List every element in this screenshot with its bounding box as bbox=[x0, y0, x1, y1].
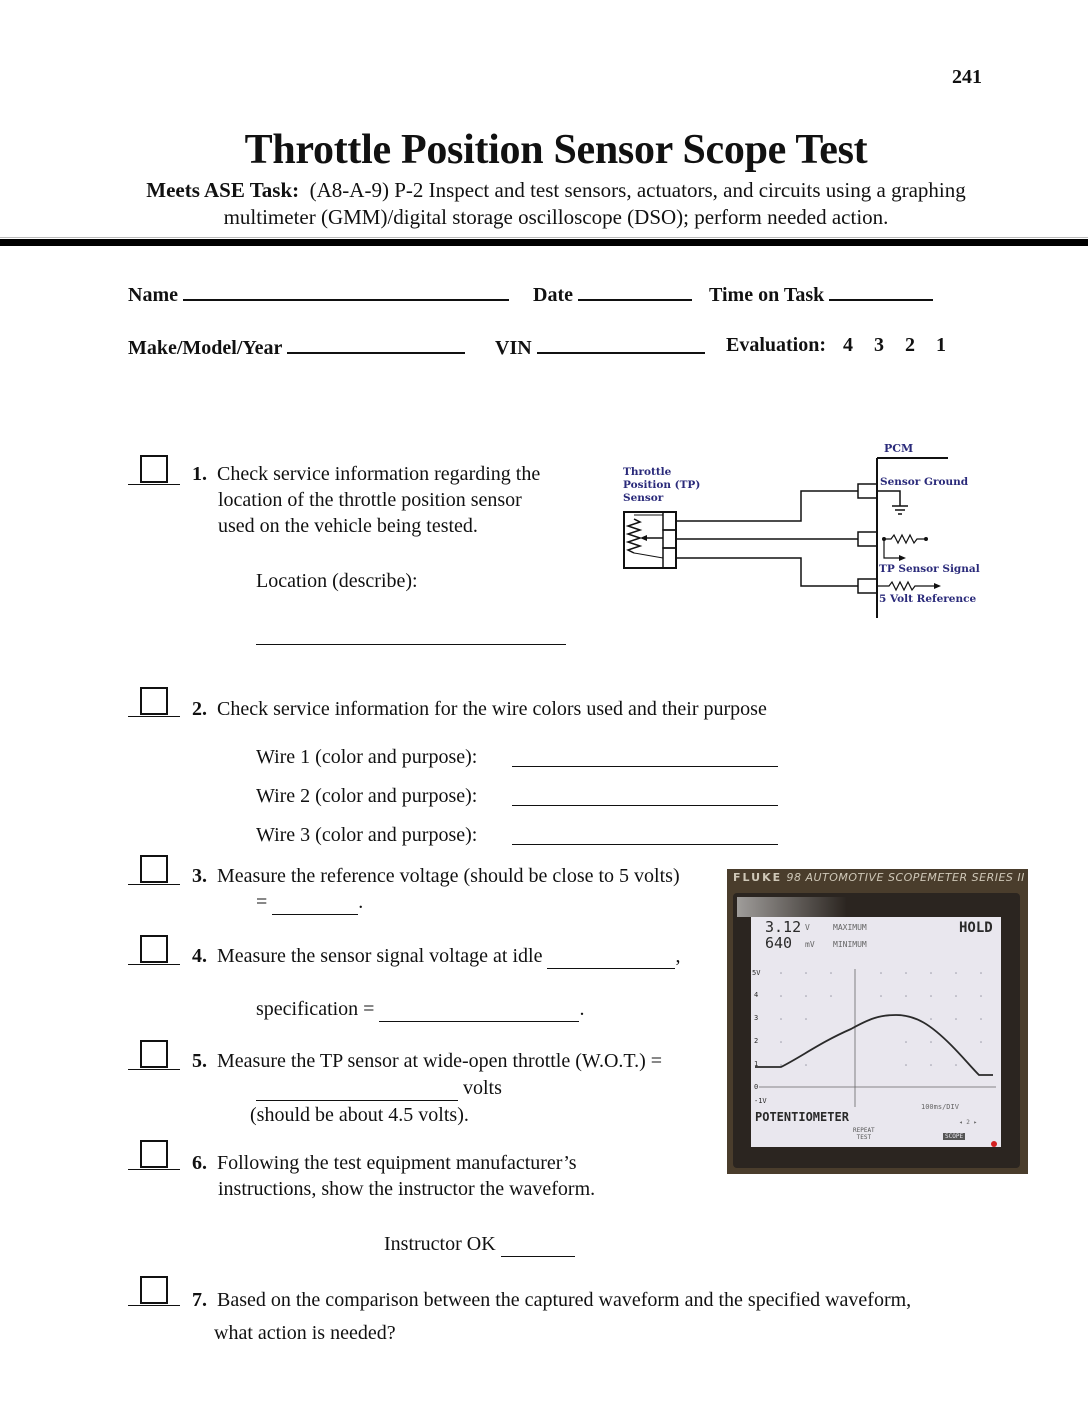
step-1 bbox=[192, 461, 540, 539]
step-5-note: (should be about 4.5 volts). bbox=[250, 1104, 469, 1126]
step-7-number: 7. bbox=[192, 1289, 207, 1311]
step-6 bbox=[192, 1150, 595, 1202]
scope-softkey[interactable]: SCOPE bbox=[945, 1133, 964, 1140]
scope-max-label: MAXIMUM bbox=[833, 923, 867, 932]
time-on-task-input[interactable] bbox=[829, 281, 933, 301]
step-5-wot-input[interactable] bbox=[256, 1080, 458, 1101]
ase-task-text-1: (A8-A-9) P-2 Inspect and test sensors, actuators, and circuits using a graphing bbox=[309, 178, 966, 202]
name-field bbox=[128, 281, 509, 307]
vin-field bbox=[495, 334, 705, 360]
diagram-pcm-label: PCM bbox=[884, 442, 914, 455]
step-4-spec-period: . bbox=[579, 998, 585, 1020]
location-label: Location (describe): bbox=[256, 570, 418, 592]
scope-y-tick-3: 3 bbox=[754, 1014, 759, 1022]
tp-sensor-wiring-diagram bbox=[610, 436, 990, 626]
evaluation-option-2[interactable]: 2 bbox=[905, 334, 916, 356]
sensor-label-line-1: Throttle bbox=[623, 466, 672, 478]
scope-timebase: 100ms/DIV bbox=[921, 1103, 959, 1111]
wire-1-input[interactable] bbox=[512, 746, 778, 767]
scope-y-tick-0: 0 bbox=[754, 1083, 759, 1091]
page-title: Throttle Position Sensor Scope Test bbox=[244, 127, 868, 173]
step-5-line-1: Measure the TP sensor at wide-open throttle (W.O.T.) = bbox=[217, 1050, 663, 1072]
step-5-checkbox[interactable] bbox=[140, 1040, 168, 1068]
ase-task-text-2: multimeter (GMM)/digital storage oscilloscope (DSO); perform needed action. bbox=[223, 205, 889, 229]
scope-mode-label: POTENTIOMETER bbox=[755, 1110, 849, 1124]
scope-y-tick-1: 1 bbox=[754, 1060, 759, 1068]
step-3 bbox=[192, 863, 680, 889]
step-2-line-1: Check service information for the wire colors used and their purpose bbox=[217, 698, 767, 720]
step-5-number: 5. bbox=[192, 1050, 207, 1072]
scope-y-tick-neg1v: -1V bbox=[754, 1097, 767, 1105]
page-number: 241 bbox=[952, 66, 982, 88]
scope-min-label: MINIMUM bbox=[833, 940, 867, 949]
sensor-label-line-3: Sensor bbox=[623, 492, 664, 504]
date-input[interactable] bbox=[578, 281, 692, 301]
wire-2-label: Wire 2 (color and purpose): bbox=[256, 785, 478, 807]
scope-y-tick-4: 4 bbox=[754, 991, 759, 999]
time-on-task-label: Time on Task bbox=[709, 284, 825, 306]
step-2-checkbox-field bbox=[128, 685, 180, 717]
wire-2-field bbox=[256, 783, 477, 809]
wire-2-input[interactable] bbox=[512, 785, 778, 806]
scope-max-value: 3.12 bbox=[765, 918, 802, 936]
scope-waveform-photo bbox=[727, 869, 1028, 1174]
scope-y-tick-5v: 5V bbox=[752, 969, 761, 977]
evaluation-field bbox=[726, 334, 946, 357]
step-6-number: 6. bbox=[192, 1152, 207, 1174]
step-3-line-1: Measure the reference voltage (should be close to 5 volts) bbox=[217, 865, 680, 887]
instructor-ok-field bbox=[384, 1231, 575, 1257]
step-2-checkbox[interactable] bbox=[140, 687, 168, 715]
step-5 bbox=[192, 1048, 662, 1074]
scope-led-indicator bbox=[991, 1141, 997, 1147]
date-field bbox=[533, 281, 692, 307]
step-1-line-1: Check service information regarding the bbox=[217, 463, 541, 485]
scope-screen bbox=[751, 917, 1001, 1147]
step-2-initial-line bbox=[128, 716, 180, 717]
step-1-initial-line bbox=[128, 484, 180, 485]
ase-task-description bbox=[100, 177, 1012, 231]
step-5-initial-line bbox=[128, 1069, 180, 1070]
step-2-number: 2. bbox=[192, 698, 207, 720]
diagram-sensor-label bbox=[623, 466, 700, 505]
step-1-checkbox[interactable] bbox=[140, 455, 168, 483]
header-rule-thin bbox=[0, 237, 1088, 238]
step-4-spec-input[interactable] bbox=[379, 1001, 579, 1022]
scope-hold-label: HOLD bbox=[959, 920, 993, 936]
scope-max-unit: V bbox=[805, 923, 810, 932]
step-4-comma: , bbox=[675, 945, 681, 967]
date-label: Date bbox=[533, 284, 573, 306]
step-5-checkbox-field bbox=[128, 1038, 180, 1070]
make-model-year-input[interactable] bbox=[287, 334, 465, 354]
evaluation-option-3[interactable]: 3 bbox=[874, 334, 885, 356]
step-5-volts-label: volts bbox=[463, 1077, 502, 1099]
step-4-checkbox[interactable] bbox=[140, 935, 168, 963]
location-input[interactable] bbox=[256, 624, 566, 645]
vin-input[interactable] bbox=[537, 334, 705, 354]
wire-1-label: Wire 1 (color and purpose): bbox=[256, 746, 478, 768]
step-3-checkbox[interactable] bbox=[140, 855, 168, 883]
step-4-number: 4. bbox=[192, 945, 207, 967]
make-model-year-field bbox=[128, 334, 465, 360]
step-1-checkbox-field bbox=[128, 453, 180, 485]
step-7 bbox=[192, 1284, 911, 1350]
step-3-period: . bbox=[358, 891, 364, 913]
step-1-line-3: used on the vehicle being tested. bbox=[218, 515, 478, 537]
scope-y-tick-2: 2 bbox=[754, 1037, 759, 1045]
evaluation-label: Evaluation: bbox=[726, 334, 827, 356]
wire-1-field bbox=[256, 744, 477, 770]
ase-task-label: Meets ASE Task: bbox=[146, 178, 300, 202]
wire-3-label: Wire 3 (color and purpose): bbox=[256, 824, 478, 846]
instructor-ok-input[interactable] bbox=[501, 1236, 575, 1257]
step-2 bbox=[192, 696, 767, 722]
step-3-checkbox-field bbox=[128, 853, 180, 885]
scope-test-label: TEST bbox=[856, 1134, 872, 1141]
step-4-idle-input[interactable] bbox=[547, 948, 675, 969]
step-1-line-2: location of the throttle position sensor bbox=[218, 489, 522, 511]
diagram-tp-signal-label: TP Sensor Signal bbox=[879, 563, 980, 575]
make-model-year-label: Make/Model/Year bbox=[128, 337, 283, 359]
step-4-spec bbox=[256, 996, 584, 1022]
step-3-initial-line bbox=[128, 884, 180, 885]
scope-brand-name: FLUKE bbox=[733, 871, 783, 884]
step-7-initial-line bbox=[128, 1305, 180, 1306]
scope-min-value: 640 bbox=[765, 934, 793, 952]
scope-model-name: 98 AUTOMOTIVE SCOPEMETER SERIES II bbox=[786, 871, 1025, 884]
step-4-spec-label: specification = bbox=[256, 998, 375, 1020]
diagram-5v-reference-label: 5 Volt Reference bbox=[879, 593, 977, 605]
wire-3-field bbox=[256, 822, 477, 848]
scope-channel-marker: ◂ 2 ▸ bbox=[959, 1119, 978, 1126]
wire-3-input[interactable] bbox=[512, 824, 778, 845]
step-3-input[interactable] bbox=[272, 894, 358, 915]
step-3-answer bbox=[256, 889, 363, 915]
step-6-checkbox-field bbox=[128, 1138, 180, 1170]
step-4-initial-line bbox=[128, 964, 180, 965]
step-7-line-2: what action is needed? bbox=[214, 1322, 396, 1344]
scope-glare bbox=[737, 897, 847, 917]
step-6-checkbox[interactable] bbox=[140, 1140, 168, 1168]
step-5-answer bbox=[256, 1075, 502, 1101]
evaluation-option-4[interactable]: 4 bbox=[843, 334, 854, 356]
step-6-line-2: instructions, show the instructor the waveform. bbox=[218, 1178, 596, 1200]
ase-task-line-1 bbox=[100, 177, 1012, 204]
vin-label: VIN bbox=[495, 337, 532, 359]
scope-repeat-test[interactable] bbox=[853, 1127, 875, 1141]
step-3-equals: = bbox=[256, 891, 268, 913]
step-7-line-1: Based on the comparison between the captured waveform and the specified waveform, bbox=[217, 1289, 912, 1311]
instructor-ok-label: Instructor OK bbox=[384, 1233, 496, 1255]
step-7-checkbox-field bbox=[128, 1274, 180, 1306]
evaluation-option-1[interactable]: 1 bbox=[936, 334, 947, 356]
time-on-task-field bbox=[709, 281, 933, 307]
step-4-line-1: Measure the sensor signal voltage at idle bbox=[217, 945, 543, 967]
scope-min-unit: mV bbox=[805, 940, 815, 949]
step-6-initial-line bbox=[128, 1169, 180, 1170]
diagram-sensor-ground-label: Sensor Ground bbox=[880, 476, 969, 488]
name-input[interactable] bbox=[183, 281, 509, 301]
step-1-number: 1. bbox=[192, 463, 207, 485]
step-6-line-1: Following the test equipment manufacturer’s bbox=[217, 1152, 577, 1174]
name-label: Name bbox=[128, 284, 178, 306]
step-4 bbox=[192, 943, 680, 969]
step-3-number: 3. bbox=[192, 865, 207, 887]
scope-repeat-label: REPEAT bbox=[853, 1127, 875, 1134]
scope-brand bbox=[733, 871, 1025, 884]
header-rule bbox=[0, 239, 1088, 246]
step-4-checkbox-field bbox=[128, 933, 180, 965]
step-7-checkbox[interactable] bbox=[140, 1276, 168, 1304]
sensor-label-line-2: Position (TP) bbox=[623, 479, 701, 491]
